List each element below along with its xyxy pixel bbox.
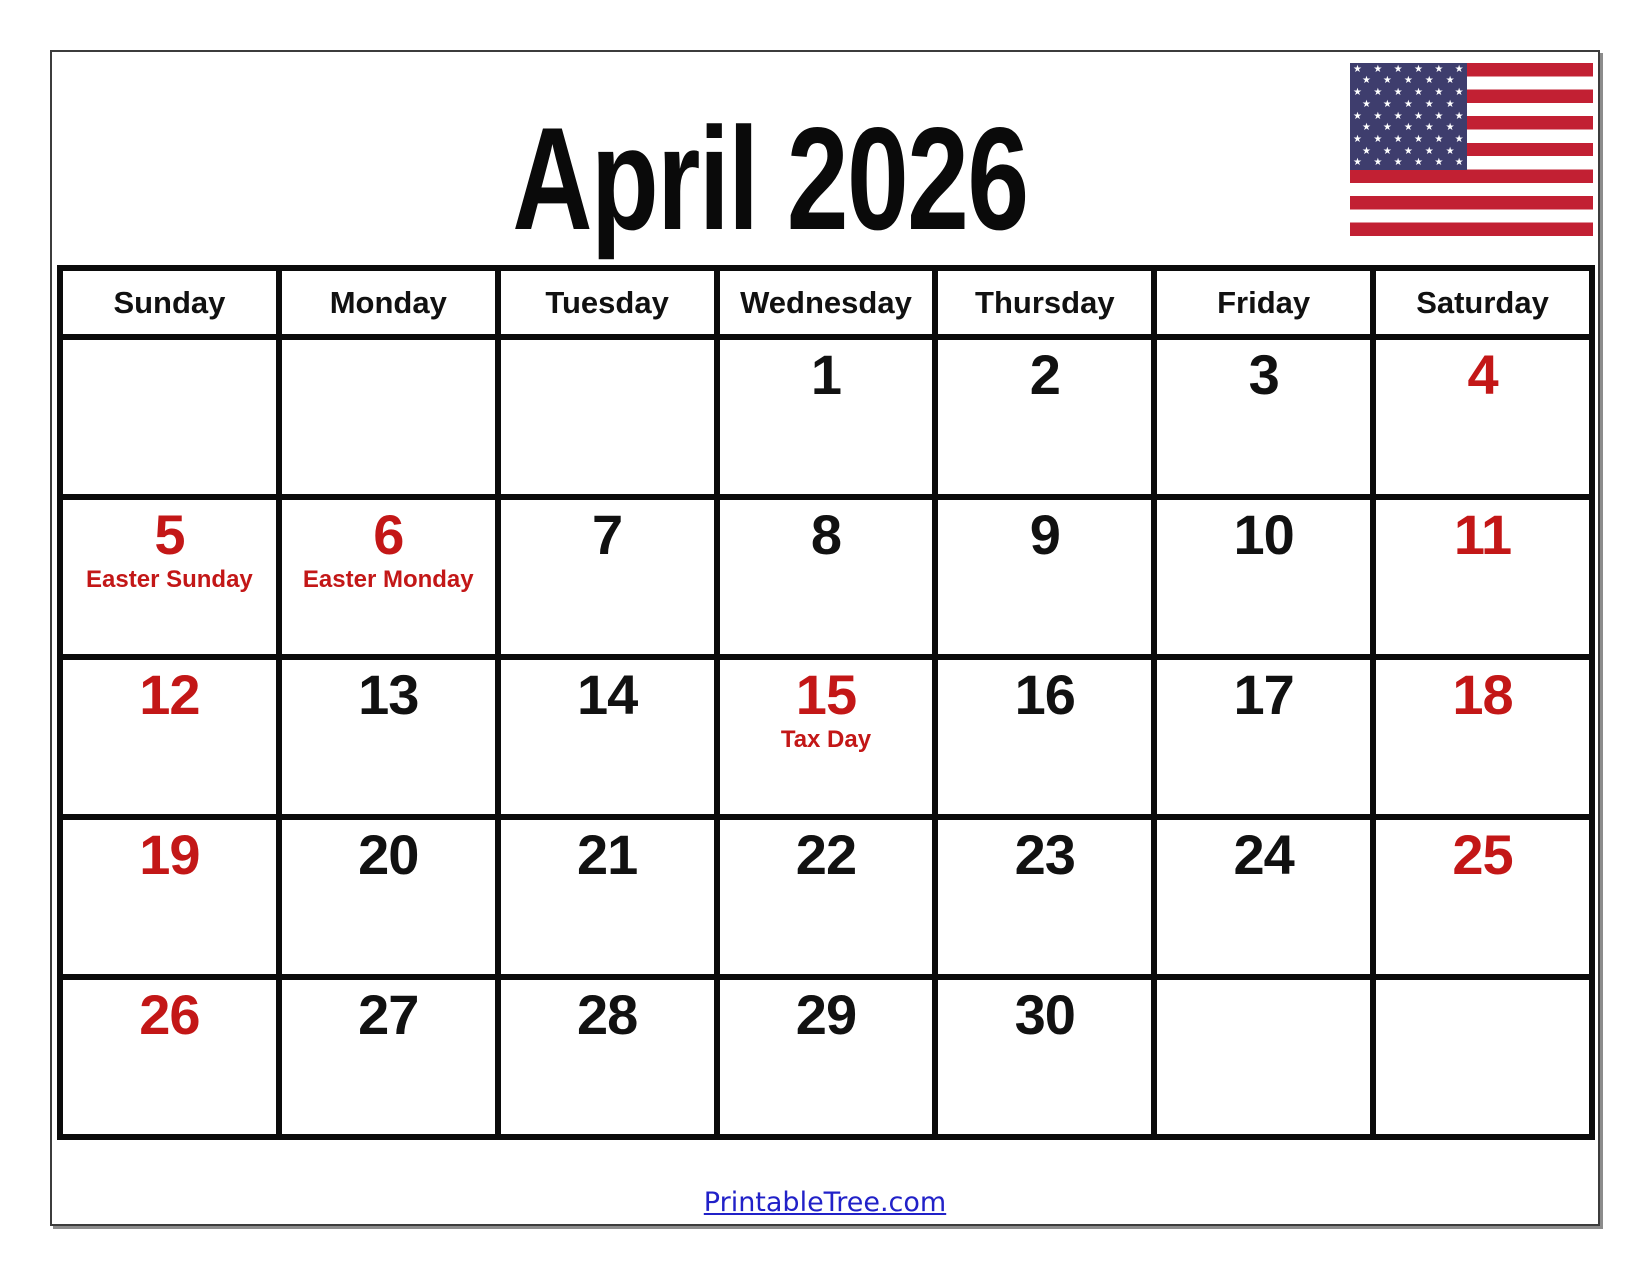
calendar-cell [935,657,1154,817]
date-number: 3 [1248,343,1279,406]
calendar-cell [498,977,717,1137]
calendar-week-row [60,337,1592,497]
date-number: 23 [1014,823,1075,886]
calendar-cell [279,817,498,977]
calendar-cell [717,977,936,1137]
star-icon: ★ [1373,157,1383,169]
star-icon: ★ [1454,157,1464,169]
calendar-cell [60,497,279,657]
month-title-text: April 2026 [512,97,1028,260]
star-icon: ★ [1382,122,1392,134]
star-icon: ★ [1424,75,1434,87]
star-icon: ★ [1362,75,1371,87]
calendar-cell [1154,977,1373,1137]
star-icon: ★ [1454,87,1464,99]
star-icon: ★ [1373,110,1383,122]
star-icon: ★ [1353,63,1362,75]
date-number: 19 [139,823,200,886]
date-number: 22 [795,823,857,886]
star-icon: ★ [1393,157,1403,169]
date-number: 27 [358,983,419,1046]
calendar-cell [717,817,936,977]
calendar-cell [935,817,1154,977]
star-icon: ★ [1403,75,1413,87]
star-icon: ★ [1393,134,1403,146]
site-link[interactable]: PrintableTree.com [703,1187,947,1218]
calendar-cell [279,977,498,1137]
holiday-label: Tax Day [780,725,872,753]
calendar-cell [498,657,717,817]
star-icon: ★ [1413,110,1423,122]
date-number: 13 [358,663,419,726]
star-icon: ★ [1362,98,1371,110]
calendar-cell [498,497,717,657]
flag-star-row [1350,76,1467,86]
calendar-table [57,265,1595,1140]
calendar-week-row [60,817,1592,977]
date-number: 4 [1467,343,1498,406]
date-number: 25 [1452,823,1513,886]
weekday-header-friday: Friday [1154,268,1373,337]
star-icon: ★ [1454,110,1464,122]
star-icon: ★ [1393,87,1403,99]
star-icon: ★ [1424,122,1434,134]
star-icon: ★ [1373,63,1383,75]
weekday-header-tuesday: Tuesday [498,268,717,337]
star-icon: ★ [1403,145,1413,157]
date-number: 9 [1029,503,1060,566]
weekday-header-thursday: Thursday [935,268,1154,337]
date-number: 16 [1014,663,1075,726]
calendar-cell [60,657,279,817]
calendar-cell [1154,817,1373,977]
weekday-header-sunday: Sunday [60,268,279,337]
calendar-cell [935,337,1154,497]
calendar-cell [1373,817,1592,977]
star-icon: ★ [1413,87,1423,99]
date-number: 29 [795,983,857,1046]
date-number: 18 [1452,663,1513,726]
calendar-cell [717,657,936,817]
star-icon: ★ [1403,98,1413,110]
star-icon: ★ [1445,98,1455,110]
calendar-cell [1154,497,1373,657]
date-number: 21 [576,823,638,886]
date-number: 12 [139,663,200,726]
holiday-label: Easter Sunday [86,565,253,593]
date-number: 14 [576,663,638,726]
star-icon: ★ [1434,110,1444,122]
star-icon: ★ [1445,75,1455,87]
date-number: 10 [1233,503,1294,566]
calendar-cell [279,657,498,817]
star-icon: ★ [1413,134,1423,146]
star-icon: ★ [1445,145,1455,157]
star-icon: ★ [1353,157,1362,169]
flag-star-row [1350,88,1467,98]
calendar-cell [279,337,498,497]
flag-star-row [1350,100,1467,110]
month-title [52,88,1488,271]
date-number: 5 [154,503,185,566]
date-number: 30 [1014,983,1075,1046]
calendar-cell [717,337,936,497]
flag-star-row [1350,65,1467,75]
flag-star-row [1350,158,1467,168]
calendar-week-row [60,657,1592,817]
date-number: 2 [1029,343,1060,406]
star-icon: ★ [1434,87,1444,99]
date-number: 24 [1233,823,1294,886]
calendar-cell [1373,657,1592,817]
calendar-cell [717,497,936,657]
flag-canton [1350,63,1467,170]
us-flag [1350,63,1593,236]
star-icon: ★ [1382,98,1392,110]
star-icon: ★ [1424,98,1434,110]
star-icon: ★ [1362,145,1371,157]
calendar-cell [1154,337,1373,497]
date-number: 15 [795,663,857,726]
star-icon: ★ [1362,122,1371,134]
star-icon: ★ [1454,63,1464,75]
weekday-header-wednesday: Wednesday [717,268,936,337]
calendar-cell [498,817,717,977]
date-number: 11 [1453,503,1512,566]
star-icon: ★ [1434,63,1444,75]
star-icon: ★ [1413,157,1423,169]
flag-star-row [1350,135,1467,145]
star-icon: ★ [1353,134,1362,146]
star-icon: ★ [1434,157,1444,169]
star-icon: ★ [1413,63,1423,75]
star-icon: ★ [1454,134,1464,146]
star-icon: ★ [1353,87,1362,99]
star-icon: ★ [1373,87,1383,99]
weekday-header-monday: Monday [279,268,498,337]
star-icon: ★ [1403,122,1413,134]
star-icon: ★ [1382,145,1392,157]
calendar-cell [60,817,279,977]
date-number: 20 [358,823,419,886]
star-icon: ★ [1393,110,1403,122]
date-number: 6 [373,503,404,566]
calendar-cell [60,977,279,1137]
calendar-grid [57,265,1595,1140]
date-number: 1 [810,343,842,406]
date-number: 26 [139,983,200,1046]
calendar-cell [279,497,498,657]
calendar-cell [498,337,717,497]
star-icon: ★ [1424,145,1434,157]
star-icon: ★ [1353,110,1362,122]
calendar-cell [935,497,1154,657]
calendar-cell [1373,337,1592,497]
date-number: 8 [810,503,842,566]
calendar-cell [1373,497,1592,657]
star-icon: ★ [1434,134,1444,146]
star-icon: ★ [1445,122,1455,134]
date-number: 28 [576,983,638,1046]
flag-star-row [1350,147,1467,157]
calendar-week-row [60,497,1592,657]
calendar-cell [60,337,279,497]
date-number: 17 [1233,663,1294,726]
weekday-header-row [60,268,1592,337]
calendar-page [50,50,1600,1226]
calendar-cell [1373,977,1592,1137]
flag-star-row [1350,123,1467,133]
calendar-cell [935,977,1154,1137]
calendar-week-row [60,977,1592,1137]
star-icon: ★ [1382,75,1392,87]
holiday-label: Easter Monday [302,565,474,593]
calendar-cell [1154,657,1373,817]
star-icon: ★ [1393,63,1403,75]
footer [52,1187,1598,1218]
star-icon: ★ [1373,134,1383,146]
date-number: 7 [592,503,623,566]
weekday-header-saturday: Saturday [1373,268,1592,337]
flag-star-row [1350,112,1467,122]
